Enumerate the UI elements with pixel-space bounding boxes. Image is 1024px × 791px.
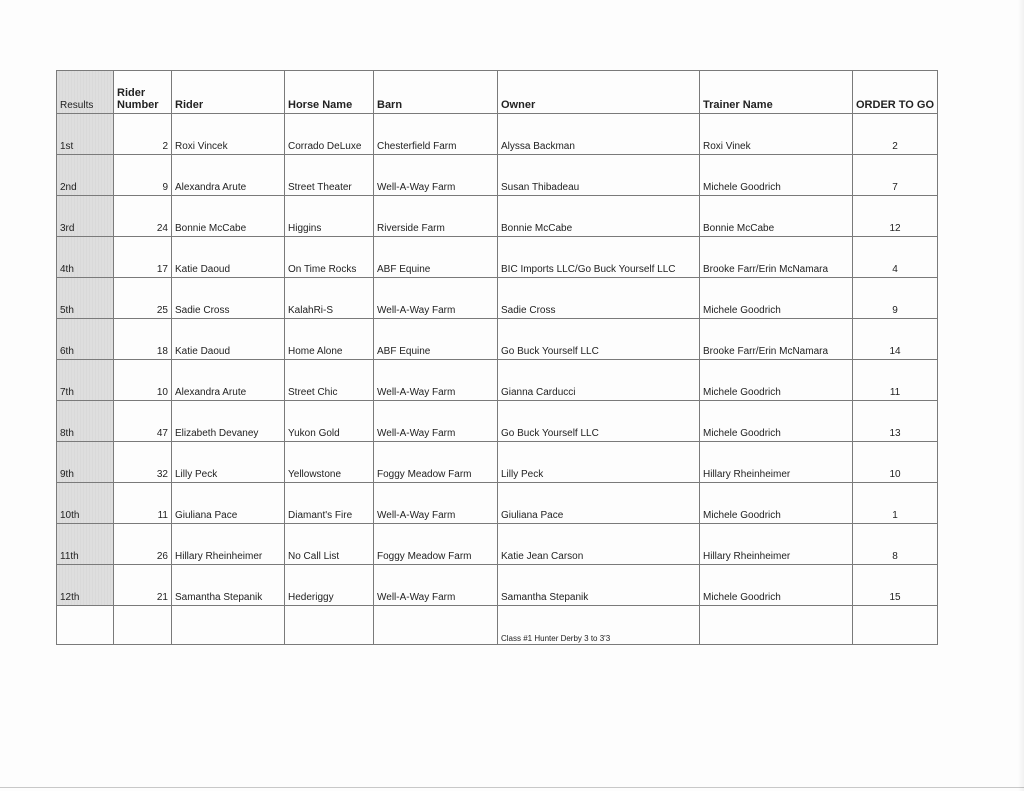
table-row — [57, 114, 938, 155]
barn-cell: Well-A-Way Farm — [374, 483, 498, 524]
rider-number-cell: 24 — [114, 196, 172, 237]
scan-edge-line — [0, 787, 1024, 788]
scan-edge-shade — [1018, 0, 1024, 791]
trainer-cell: Michele Goodrich — [700, 155, 853, 196]
rider-number-cell: 26 — [114, 524, 172, 565]
trainer-cell: Hillary Rheinheimer — [700, 524, 853, 565]
rider-cell: Katie Daoud — [172, 237, 285, 278]
trainer-cell: Michele Goodrich — [700, 483, 853, 524]
barn-cell: ABF Equine — [374, 237, 498, 278]
empty-cell — [700, 606, 853, 645]
place-cell: 11th — [57, 524, 114, 565]
owner-cell: Gianna Carducci — [498, 360, 700, 401]
trainer-cell: Hillary Rheinheimer — [700, 442, 853, 483]
rider-cell: Hillary Rheinheimer — [172, 524, 285, 565]
place-cell: 2nd — [57, 155, 114, 196]
place-cell: 3rd — [57, 196, 114, 237]
order-cell: 13 — [853, 401, 938, 442]
barn-cell: Well-A-Way Farm — [374, 155, 498, 196]
empty-cell — [853, 606, 938, 645]
rider-number-cell: 17 — [114, 237, 172, 278]
rider-cell: Bonnie McCabe — [172, 196, 285, 237]
order-cell: 8 — [853, 524, 938, 565]
header-row — [57, 71, 938, 114]
footer-row — [57, 606, 938, 645]
table-row — [57, 401, 938, 442]
owner-cell: Giuliana Pace — [498, 483, 700, 524]
owner-cell: Alyssa Backman — [498, 114, 700, 155]
rider-cell: Roxi Vincek — [172, 114, 285, 155]
order-cell: 1 — [853, 483, 938, 524]
owner-cell: Bonnie McCabe — [498, 196, 700, 237]
barn-cell: Foggy Meadow Farm — [374, 524, 498, 565]
rider-cell: Giuliana Pace — [172, 483, 285, 524]
table-row — [57, 237, 938, 278]
empty-cell — [57, 606, 114, 645]
empty-cell — [172, 606, 285, 645]
table-row — [57, 360, 938, 401]
horse-cell: Yukon Gold — [285, 401, 374, 442]
order-cell: 12 — [853, 196, 938, 237]
rider-cell: Alexandra Arute — [172, 360, 285, 401]
barn-cell: Well-A-Way Farm — [374, 565, 498, 606]
horse-cell: Corrado DeLuxe — [285, 114, 374, 155]
empty-cell — [374, 606, 498, 645]
barn-cell: Riverside Farm — [374, 196, 498, 237]
rider-number-cell: 18 — [114, 319, 172, 360]
rider-cell: Katie Daoud — [172, 319, 285, 360]
rider-cell: Samantha Stepanik — [172, 565, 285, 606]
horse-cell: Yellowstone — [285, 442, 374, 483]
owner-cell: Lilly Peck — [498, 442, 700, 483]
rider-cell: Sadie Cross — [172, 278, 285, 319]
rider-number-cell: 2 — [114, 114, 172, 155]
order-cell: 14 — [853, 319, 938, 360]
rider-number-cell: 10 — [114, 360, 172, 401]
owner-cell: Katie Jean Carson — [498, 524, 700, 565]
rider-number-cell: 32 — [114, 442, 172, 483]
place-cell: 8th — [57, 401, 114, 442]
order-cell: 2 — [853, 114, 938, 155]
horse-cell: Diamant's Fire — [285, 483, 374, 524]
trainer-name-header: Trainer Name — [700, 71, 853, 114]
horse-cell: KalahRi-S — [285, 278, 374, 319]
rider-number-cell: 11 — [114, 483, 172, 524]
results-table — [56, 70, 938, 645]
table-row — [57, 155, 938, 196]
rider-number-cell: 47 — [114, 401, 172, 442]
trainer-cell: Bonnie McCabe — [700, 196, 853, 237]
trainer-cell: Roxi Vinek — [700, 114, 853, 155]
rider-header: Rider — [172, 71, 285, 114]
horse-cell: Street Chic — [285, 360, 374, 401]
barn-cell: Foggy Meadow Farm — [374, 442, 498, 483]
order-cell: 7 — [853, 155, 938, 196]
owner-cell: Susan Thibadeau — [498, 155, 700, 196]
empty-cell — [114, 606, 172, 645]
place-cell: 10th — [57, 483, 114, 524]
horse-cell: Higgins — [285, 196, 374, 237]
table-row — [57, 319, 938, 360]
rider-cell: Lilly Peck — [172, 442, 285, 483]
trainer-cell: Michele Goodrich — [700, 565, 853, 606]
barn-cell: Well-A-Way Farm — [374, 401, 498, 442]
rider-cell: Elizabeth Devaney — [172, 401, 285, 442]
order-cell: 4 — [853, 237, 938, 278]
place-cell: 1st — [57, 114, 114, 155]
table-row — [57, 483, 938, 524]
order-cell: 9 — [853, 278, 938, 319]
order-to-go-header: ORDER TO GO — [853, 71, 938, 114]
horse-cell: Hederiggy — [285, 565, 374, 606]
table-row — [57, 524, 938, 565]
table-row — [57, 565, 938, 606]
table-row — [57, 278, 938, 319]
barn-header: Barn — [374, 71, 498, 114]
barn-cell: Chesterfield Farm — [374, 114, 498, 155]
order-cell: 11 — [853, 360, 938, 401]
barn-cell: Well-A-Way Farm — [374, 278, 498, 319]
rider-number-cell: 25 — [114, 278, 172, 319]
horse-name-header: Horse Name — [285, 71, 374, 114]
trainer-cell: Brooke Farr/Erin McNamara — [700, 237, 853, 278]
owner-cell: Sadie Cross — [498, 278, 700, 319]
results-header: Results — [57, 71, 114, 114]
place-cell: 12th — [57, 565, 114, 606]
rider-number-cell: 9 — [114, 155, 172, 196]
horse-cell: Home Alone — [285, 319, 374, 360]
owner-cell: BIC Imports LLC/Go Buck Yourself LLC — [498, 237, 700, 278]
order-cell: 10 — [853, 442, 938, 483]
horse-cell: On Time Rocks — [285, 237, 374, 278]
barn-cell: Well-A-Way Farm — [374, 360, 498, 401]
horse-cell: Street Theater — [285, 155, 374, 196]
owner-cell: Go Buck Yourself LLC — [498, 319, 700, 360]
rider-number-header: Rider Number — [114, 71, 172, 114]
table-row — [57, 196, 938, 237]
barn-cell: ABF Equine — [374, 319, 498, 360]
place-cell: 4th — [57, 237, 114, 278]
trainer-cell: Michele Goodrich — [700, 401, 853, 442]
rider-number-cell: 21 — [114, 565, 172, 606]
place-cell: 9th — [57, 442, 114, 483]
owner-header: Owner — [498, 71, 700, 114]
place-cell: 5th — [57, 278, 114, 319]
trainer-cell: Brooke Farr/Erin McNamara — [700, 319, 853, 360]
horse-cell: No Call List — [285, 524, 374, 565]
trainer-cell: Michele Goodrich — [700, 278, 853, 319]
owner-cell: Samantha Stepanik — [498, 565, 700, 606]
class-note: Class #1 Hunter Derby 3 to 3'3 — [498, 606, 700, 645]
order-cell: 15 — [853, 565, 938, 606]
owner-cell: Go Buck Yourself LLC — [498, 401, 700, 442]
table-row — [57, 442, 938, 483]
trainer-cell: Michele Goodrich — [700, 360, 853, 401]
place-cell: 6th — [57, 319, 114, 360]
empty-cell — [285, 606, 374, 645]
rider-cell: Alexandra Arute — [172, 155, 285, 196]
place-cell: 7th — [57, 360, 114, 401]
